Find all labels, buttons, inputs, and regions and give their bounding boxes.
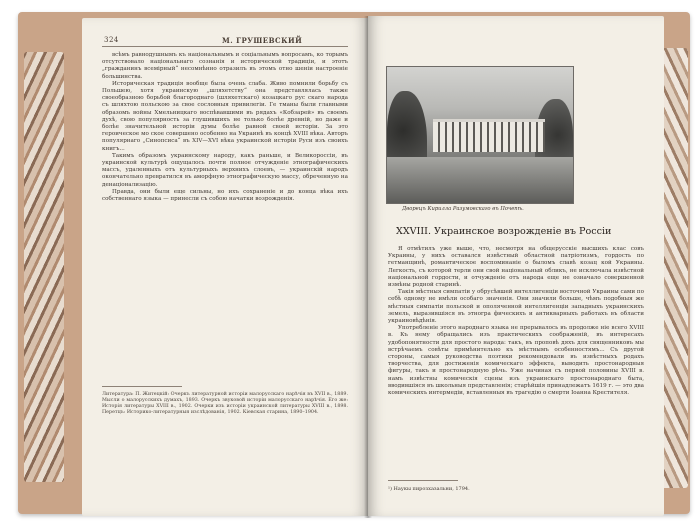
palace-building [433, 119, 545, 152]
left-body-text [102, 52, 348, 203]
palace-photograph [386, 66, 574, 204]
footnote-rule [388, 480, 458, 481]
paragraph: Я отмѣтилъ уже выше, что, несмотря на общерусскіе высшихъ клас совъ Украины, у нихъ оставался извѣстный областной патріотизмъ, гордость по гетманщинѣ, романтическое воспоминаніе о быломъ славѣ козац кой Украины. Легкость, съ которой терли они свой національный обликъ, не исключала извѣстной національной гордости, и отчужденіе отъ народа еще не означало совершенной измѣны родной старинѣ. [388, 246, 644, 289]
paragraph: Историческая традиція вообще была очень слаба. Живо помнили борьбу съ Польшею, хотя украинскую „шляхетству“ она представлялась также своеобразною борьбой благороднаго (шляхетскаго) козацкаго рус скаго народа съ шляхтою польскою за свое сословныя привилегіи. Ге тманы были главными образомъ войны Хмельницкаго воспѣвавшими въ рядахъ «Кобзарей» въ своемъ духѣ, свою популярность за глушившихъ не только болѣе древній, но даже и болѣе значительной исторіи думы болѣе равной своей исторіи. За это героическое мо ское совершено особенно на Украинѣ въ концѣ XVIII вѣка. Авторъ популярнаго „Синопсиса“ въ XIV—XVI вѣка украинской исторіи Руси изъ своихъ книгъ... [102, 80, 348, 152]
paragraph: всѣмъ равнодушнымъ къ національнымъ и соціальнымъ вопросамъ, ко торымъ отсутствовало національнаго сознанія и исторической традиціи, и этотъ „гражданинъ всемірный“ несомнѣнно отразилъ въ этомъ отно шеніи настроеніе большинства. [102, 52, 348, 80]
section-title: XXVIII. Украинское возрожденіе въ Россіи [396, 226, 612, 237]
paragraph: Употребленіе этого народнаго языка не прерывалось въ продолже ніе всего XVIII в. Къ нему обращались изъ практическихъ соображеній, въ интересахъ удобопонятности для простого народа: такъ, въ проповѣ дяхъ для священниковъ мы встрѣчаемъ совѣты примѣнительно къ мѣстнымъ особенностямъ... Съ другой стороны, самыя руководства поэтики рекомендовали въ извѣстныхъ родахъ творчества, для достиженія комическаго эффекта, выводить простонародныя фигуры, такъ и простонародную рѣчь. Уже начиная съ первой половины XVIII в. намъ извѣстны комическія сцены изъ украинскаго простонароднаго быта, вводившіяся въ школьныя представленія; старѣйшія принадлежатъ 1619 г. — это два комическихъ интермедіи, вставленныя въ трагедію о смерти Іоанна Крестителя. [388, 325, 644, 397]
header-rule [102, 46, 348, 47]
left-footnote: Литература: П. Житецкій: Очеркъ литературной исторіи малорусскаго нарѣчія въ XVII в., 1889. Мысли о малорусскихъ думахъ, 1893. Очеркъ звуковой исторіи малорусскаго нарѣчія. Его же: Исторія литературы XVIII в., 1902. Очерки изъ исторіи украинской литературы XVIII в., 1898. Перетцъ: Историко-литературныя изслѣдованія, 1902. Кіевская старина, 1890–1904. [102, 392, 348, 416]
paragraph: Такимъ образомъ украинскому народу, какъ раньше, и Великороссіи, въ украинской культурѣ ощущалось почти полное отчужденіе этнографическихъ массъ, удаленныхъ отъ культурныхъ верхнихъ слоевъ, — украинскій народъ окончательно превратился въ аморфную этнографическую массу, обреченную на денаціонализацію. [102, 152, 348, 188]
book-cover [18, 12, 690, 514]
left-page [82, 18, 368, 516]
paragraph: Такія мѣстныя симпатіи у обрусѣвшей интеллигенціи восточной Украины сами по себѣ одному не имѣли особаго значенія. Они значили больше, чѣмъ подобныя же мѣстныя симпатіи польской и ополяченной интеллигенціи западныхъ украинскихъ земель, выразившіяся въ этногра фическихъ и антикварныхъ работахъ въ области украиновѣдѣнія. [388, 289, 644, 325]
right-body-text [388, 246, 644, 397]
footnote-rule [102, 386, 182, 387]
right-page [368, 16, 664, 516]
paragraph: Правда, они были еще сильны, но ихъ сохраненіе и до конца вѣка ихъ собственнаго языка — принесли съ собою начатки возрожденія. [102, 188, 348, 203]
photo-caption: Дворецъ Кирилла Разумовскаго въ Почепѣ. [402, 206, 524, 212]
page-number: 324 [104, 36, 119, 44]
running-head: М. ГРУШЕВСКИЙ [222, 36, 303, 45]
marbled-endpaper-left [24, 52, 64, 482]
right-footnote: ¹) Наукы пирозхазальни, 1794. [388, 486, 470, 492]
